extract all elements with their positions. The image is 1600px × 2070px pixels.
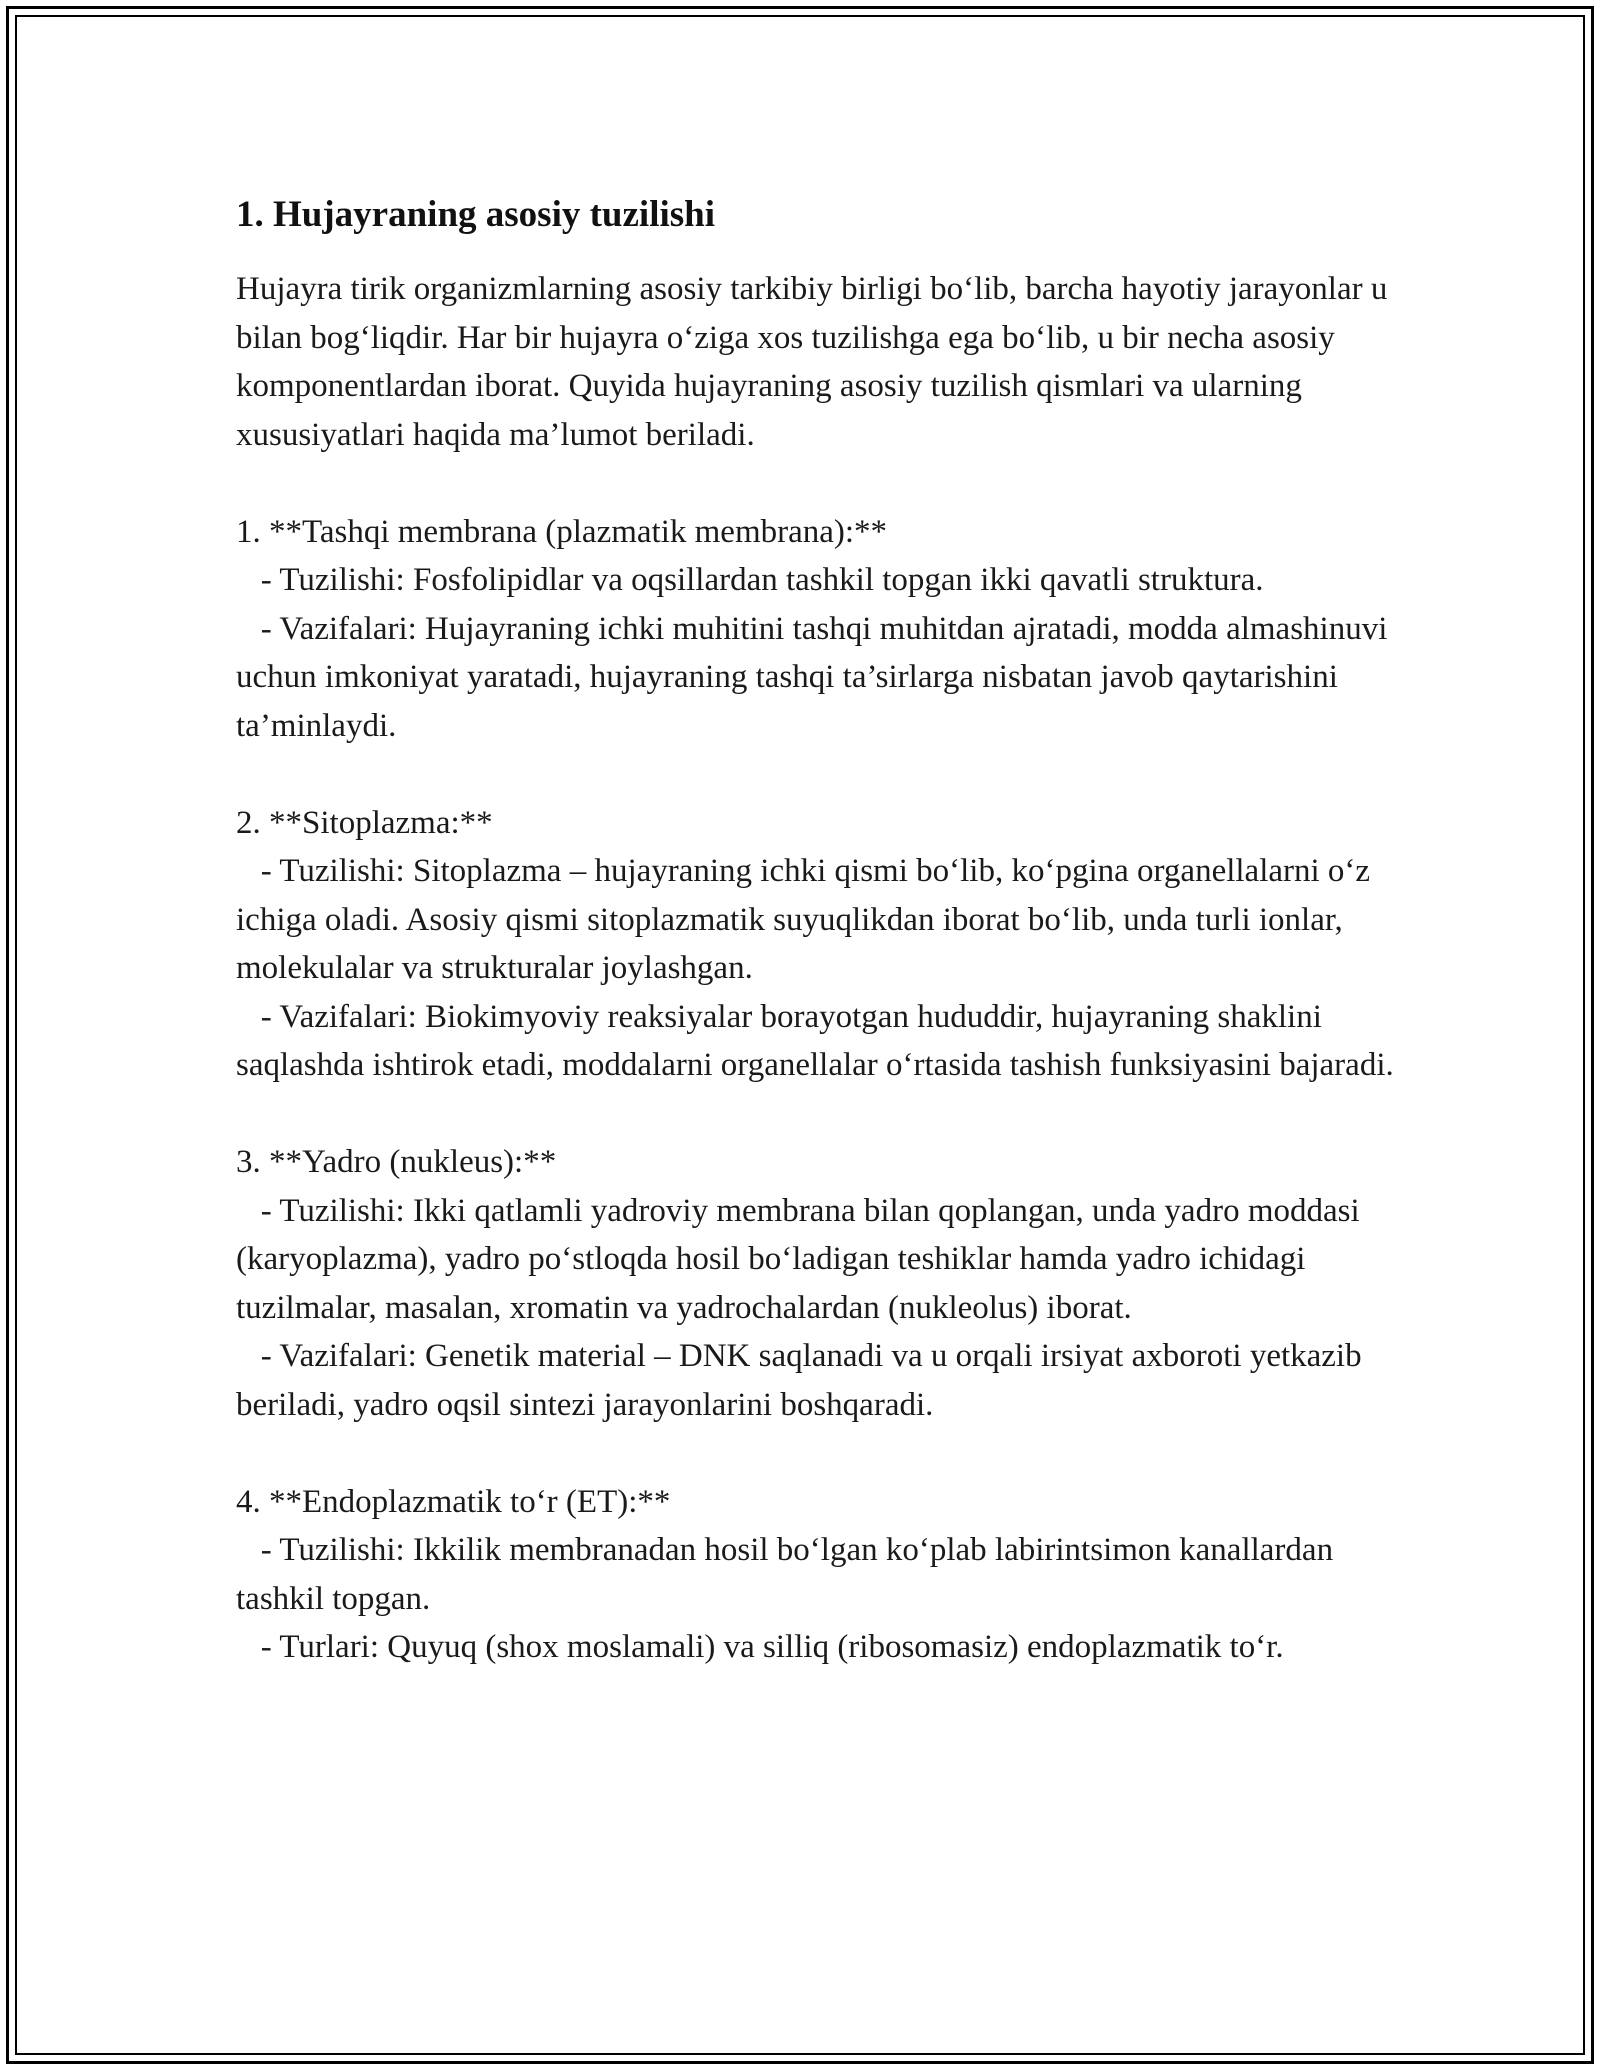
section-structure-text: - Tuzilishi: Sitoplazma – hujayraning ichki qismi bo‘lib, ko‘pgina organellalarni o‘z ichiga oladi. Asosiy qismi sitoplazmatik suyuqlikdan iborat bo‘lib, unda turli ionlar, molekulalar va strukturalar joylashgan. (236, 853, 1379, 986)
section-structure-text: - Tuzilishi: Ikki qatlamli yadroviy membrana bilan qoplangan, unda yadro moddasi (karyoplazma), yadro po‘stloqda hosil bo‘ladigan teshiklar hamda yadro ichidagi tuzilmalar, masalan, xromatin va yadrochalardan (nukleolus) iborat. (236, 1192, 1368, 1326)
section-types-text: - Turlari: Quyuq (shox moslamali) va silliq (ribosomasiz) endoplazmatik to‘r. (236, 1629, 1284, 1665)
section-endoplasmic-reticulum (236, 1478, 1396, 1672)
section-title: 1. **Tashqi membrana (plazmatik membrana):** (236, 513, 888, 550)
section-outer-membrane (236, 508, 1396, 751)
section-nucleus (236, 1138, 1396, 1429)
section-structure-text: - Tuzilishi: Fosfolipidlar va oqsillardan tashkil topgan ikki qavatli struktura. (236, 562, 1264, 598)
section-function-text: - Vazifalari: Genetik material – DNK saqlanadi va u orqali irsiyat axboroti yetkazib beriladi, yadro oqsil sintezi jarayonlarini boshqaradi. (236, 1338, 1370, 1423)
section-function-text: - Vazifalari: Hujayraning ichki muhitini tashqi muhitdan ajratadi, modda almashinuvi uchun imkoniyat yaratadi, hujayraning tashqi ta’sirlarga nisbatan javob qaytarishini ta’minlaydi. (236, 610, 1396, 744)
section-cytoplasm (236, 799, 1396, 1090)
document-body (236, 185, 1396, 1720)
section-title: 2. **Sitoplazma:** (236, 804, 493, 841)
section-title: 3. **Yadro (nukleus):** (236, 1144, 557, 1180)
page-title: 1. Hujayraning asosiy tuzilishi (236, 194, 716, 235)
intro-paragraph: Hujayra tirik organizmlarning asosiy tarkibiy birligi bo‘lib, barcha hayotiy jarayonlar u bilan bog‘liqdir. Har bir hujayra o‘ziga xos tuzilishga ega bo‘lib, u bir necha asosiy komponentlardan iborat. Quyida hujayraning asosiy tuzilish qismlari va ularning xususiyatlari haqida ma’lumot beriladi. (236, 271, 1396, 453)
section-title: 4. **Endoplazmatik to‘r (ET):** (236, 1483, 671, 1520)
section-function-text: - Vazifalari: Biokimyoviy reaksiyalar borayotgan hududdir, hujayraning shaklini saqlashda ishtirok etadi, moddalarni organellalar o‘rtasida tashish funksiyasini bajaradi. (236, 998, 1394, 1083)
section-structure-text: - Tuzilishi: Ikkilik membranadan hosil bo‘lgan ko‘plab labirintsimon kanallardan tashkil topgan. (236, 1532, 1342, 1617)
